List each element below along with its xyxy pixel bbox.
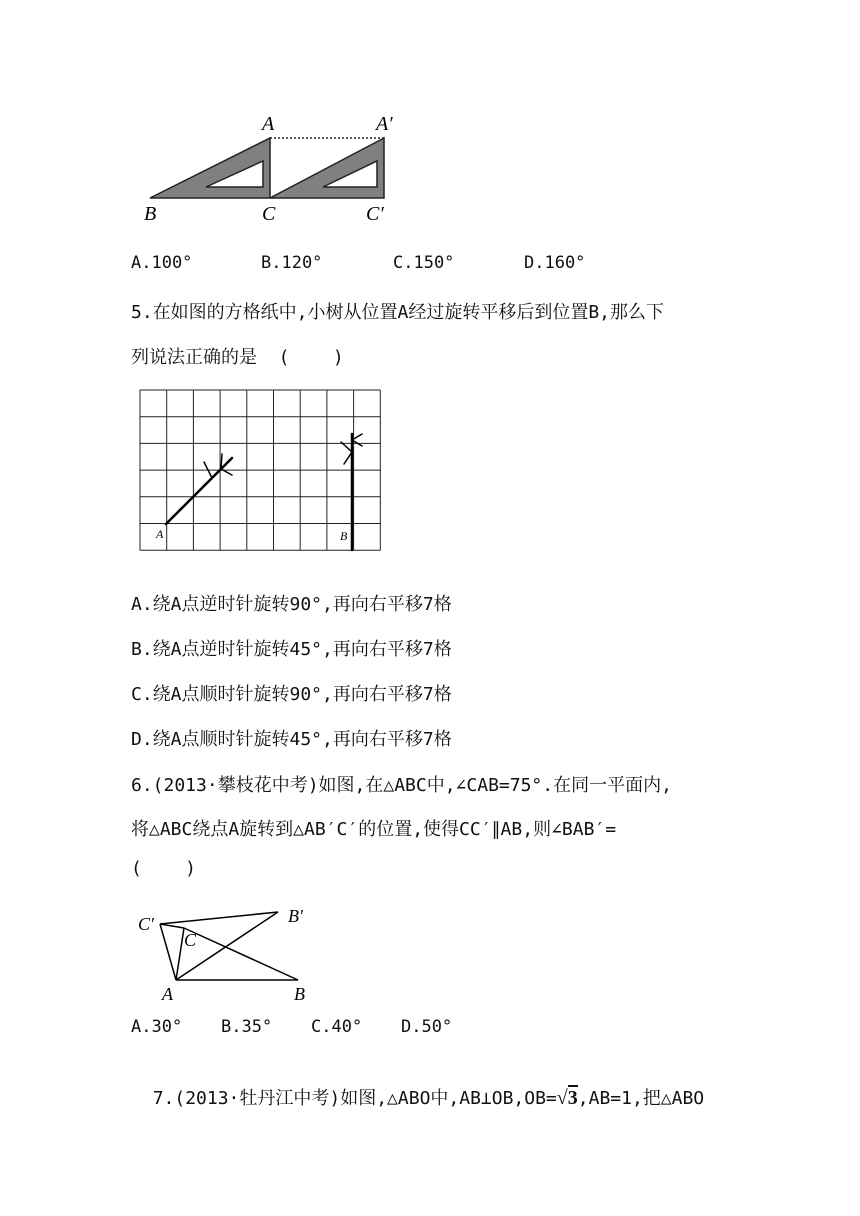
grid-lines [140, 390, 380, 550]
q5-option-a: A.绕A点逆时针旋转90°,再向右平移7格 [131, 594, 452, 615]
segment-Cprime-C [160, 924, 184, 928]
q6-option-b: B.35° [221, 1017, 273, 1037]
tri-label-Cprime: C′ [138, 914, 154, 934]
label-C-prime: C′ [366, 203, 384, 225]
q7-prefix: 7.(2013·牡丹江中考)如图,△ABO中,AB⊥OB,OB= [152, 1088, 557, 1109]
grid-label-A: A [156, 527, 164, 541]
q6-option-d: D.50° [401, 1017, 453, 1037]
q7-suffix: ,AB=1,把△ABO [577, 1088, 705, 1109]
q6-option-c: C.40° [311, 1017, 363, 1037]
q5-stem-line2: 列说法正确的是 ( ) [131, 347, 344, 368]
segment-A-Cprime [160, 924, 176, 980]
set-squares-figure [140, 110, 440, 230]
tri-label-C: C [184, 930, 197, 950]
q6-stem-line2: 将△ABC绕点A旋转到△AB′C′的位置,使得CC′∥AB,则∠BAB′= [131, 819, 617, 840]
label-A-prime: A′ [376, 113, 393, 135]
q5-option-d: D.绕A点顺时针旋转45°,再向右平移7格 [131, 729, 452, 750]
grid-label-B: B [340, 529, 348, 543]
grid-figure [138, 386, 388, 556]
label-A: A [262, 113, 275, 135]
q5-option-b: B.绕A点逆时针旋转45°,再向右平移7格 [131, 639, 452, 660]
q5-stem-line1: 5.在如图的方格纸中,小树从位置A经过旋转平移后到位置B,那么下 [131, 302, 665, 323]
sqrt-expression: √3 [556, 1087, 578, 1109]
q4-option-a: A.100° [131, 253, 193, 273]
label-B: B [144, 203, 157, 225]
q6-option-a: A.30° [131, 1017, 183, 1037]
tri-label-B: B [294, 984, 305, 1004]
tri-label-A: A [162, 984, 173, 1004]
tree-a [166, 454, 232, 524]
sqrt-radicand: 3 [567, 1087, 578, 1109]
segment-A-C [176, 928, 184, 980]
q4-option-b: B.120° [261, 253, 323, 273]
triangle-rotation-figure [136, 898, 336, 1008]
q4-option-c: C.150° [393, 253, 455, 273]
q5-option-c: C.绕A点顺时针旋转90°,再向右平移7格 [131, 684, 452, 705]
segment-Cprime-Bprime [160, 912, 278, 924]
tri-label-Bprime: B′ [288, 906, 303, 926]
q4-option-d: D.160° [524, 253, 586, 273]
q6-stem-line3: ( ) [131, 858, 197, 879]
label-C: C [262, 203, 276, 225]
q6-stem-line1: 6.(2013·攀枝花中考)如图,在△ABC中,∠CAB=75°.在同一平面内, [131, 775, 672, 796]
q7-stem-line1 [131, 1063, 704, 1110]
